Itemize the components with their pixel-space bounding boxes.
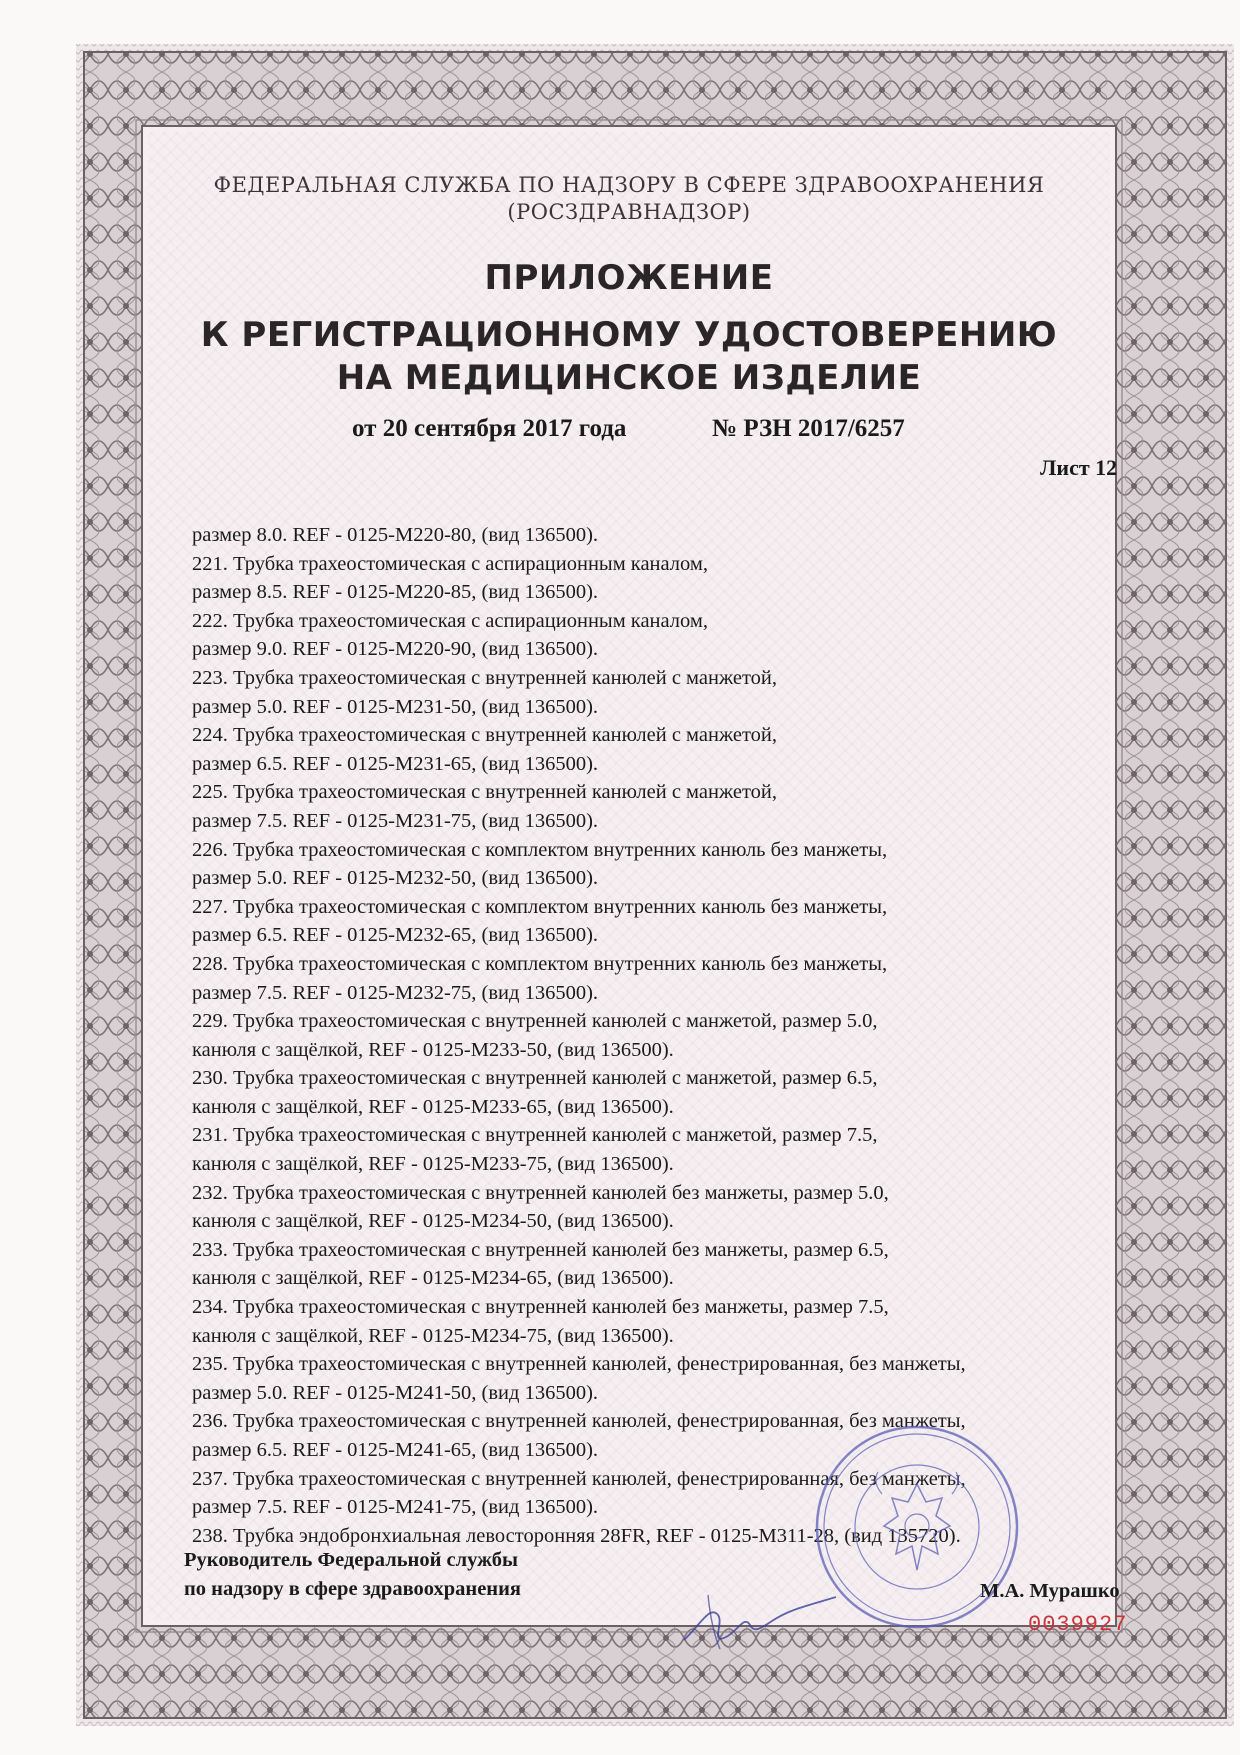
list-line: канюля с защёлкой, REF - 0125-M233-65, (вид 136500). (192, 1095, 674, 1118)
list-line: размер 8.5. REF - 0125-M220-85, (вид 136500). (192, 581, 599, 604)
list-line: канюля с защёлкой, REF - 0125-M234-75, (вид 136500). (192, 1324, 674, 1347)
list-line: размер 5.0. REF - 0125-M232-50, (вид 136500). (192, 867, 599, 890)
list-line: канюля с защёлкой, REF - 0125-M234-50, (вид 136500). (192, 1210, 674, 1233)
agency-name: ФЕДЕРАЛЬНАЯ СЛУЖБА ПО НАДЗОРУ В СФЕРЕ ЗДРАВООХРАНЕНИЯ (213, 173, 1045, 197)
list-line: размер 6.5. REF - 0125-M241-65, (вид 136500). (192, 1439, 599, 1461)
serial-number: 0039927 (1028, 1612, 1128, 1637)
handwritten-signature (680, 1585, 840, 1655)
list-line: размер 5.0. REF - 0125-M241-50, (вид 136500). (192, 1381, 599, 1404)
list-line: размер 6.5. REF - 0125-M231-65, (вид 136500). (192, 752, 599, 775)
signatory-position-line-2: по надзору в сфере здравоохранения (184, 1578, 522, 1600)
list-line: размер 7.5. REF - 0125-M241-75, (вид 136500). (192, 1496, 599, 1519)
list-line: 228. Трубка трахеостомическая с комплектом внутренних канюль без манжеты, (192, 952, 888, 975)
list-line: размер 9.0. REF - 0125-M220-90, (вид 136500). (192, 638, 599, 661)
list-line: 237. Трубка трахеостомическая с внутренней канюлей, фенестрированная, без манжеты, (192, 1467, 966, 1490)
list-line: 223. Трубка трахеостомическая с внутренней канюлей с манжетой, (192, 666, 777, 689)
registration-number: № РЗН 2017/6257 (712, 415, 905, 442)
list-line: 238. Трубка эндобронхиальная левосторонняя 28FR, REF - 0125-M311-28, (вид 135720). (192, 1524, 961, 1547)
document-title-line-1: ПРИЛОЖЕНИЕ (484, 258, 774, 298)
list-line: 222. Трубка трахеостомическая с аспирационным каналом, (192, 609, 708, 632)
list-line: размер 7.5. REF - 0125-M232-75, (вид 136500). (192, 981, 599, 1004)
list-line: 236. Трубка трахеостомическая с внутренней канюлей, фенестрированная, без манжеты, (192, 1410, 966, 1433)
signatory-name: М.А. Мурашко (980, 1580, 1120, 1602)
agency-abbreviation: (РОСЗДРАВНАДЗОР) (507, 200, 751, 224)
list-line: 234. Трубка трахеостомическая с внутренней канюлей без манжеты, размер 7.5, (192, 1296, 889, 1319)
document-title-line-3: НА МЕДИЦИНСКОЕ ИЗДЕЛИЕ (336, 358, 922, 398)
list-line: размер 5.0. REF - 0125-M231-50, (вид 136500). (192, 695, 599, 718)
list-line: 232. Трубка трахеостомическая с внутренней канюлей без манжеты, размер 5.0, (192, 1181, 889, 1204)
sheet-number: Лист 12 (1040, 455, 1118, 480)
list-line: 226. Трубка трахеостомическая с комплектом внутренних канюль без манжеты, (192, 838, 888, 861)
list-line: 231. Трубка трахеостомическая с внутренней канюлей с манжетой, размер 7.5, (192, 1124, 878, 1147)
document-title-line-2: К РЕГИСТРАЦИОННОМУ УДОСТОВЕРЕНИЮ (200, 315, 1058, 355)
list-line: канюля с защёлкой, REF - 0125-M233-75, (вид 136500). (192, 1153, 674, 1176)
list-line: 230. Трубка трахеостомическая с внутренней канюлей с манжетой, размер 6.5, (192, 1067, 878, 1090)
list-line: размер 7.5. REF - 0125-M231-75, (вид 136500). (192, 809, 599, 832)
list-line: 225. Трубка трахеостомическая с внутренней канюлей с манжетой, (192, 781, 777, 804)
list-line: канюля с защёлкой, REF - 0125-M233-50, (вид 136500). (192, 1038, 674, 1061)
list-line: 224. Трубка трахеостомическая с внутренней канюлей с манжетой, (192, 724, 777, 747)
list-line: канюля с защёлкой, REF - 0125-M234-65, (вид 136500). (192, 1267, 674, 1290)
list-line: 221. Трубка трахеостомическая с аспирационным каналом, (192, 552, 708, 575)
list-line: 235. Трубка трахеостомическая с внутренней канюлей, фенестрированная, без манжеты, (192, 1353, 966, 1376)
list-line: 229. Трубка трахеостомическая с внутренней канюлей с манжетой, размер 5.0, (192, 1010, 878, 1033)
signatory-position-line-1: Руководитель Федеральной службы (184, 1549, 518, 1571)
list-line: размер 6.5. REF - 0125-M232-65, (вид 136500). (192, 924, 599, 947)
list-line: размер 8.0. REF - 0125-M220-80, (вид 136500). (192, 524, 599, 546)
list-line: 227. Трубка трахеостомическая с комплектом внутренних канюль без манжеты, (192, 895, 888, 918)
device-list (192, 521, 1132, 1550)
issue-date: от 20 сентября 2017 года (352, 415, 627, 442)
list-line: 233. Трубка трахеостомическая с внутренней канюлей без манжеты, размер 6.5, (192, 1238, 889, 1261)
